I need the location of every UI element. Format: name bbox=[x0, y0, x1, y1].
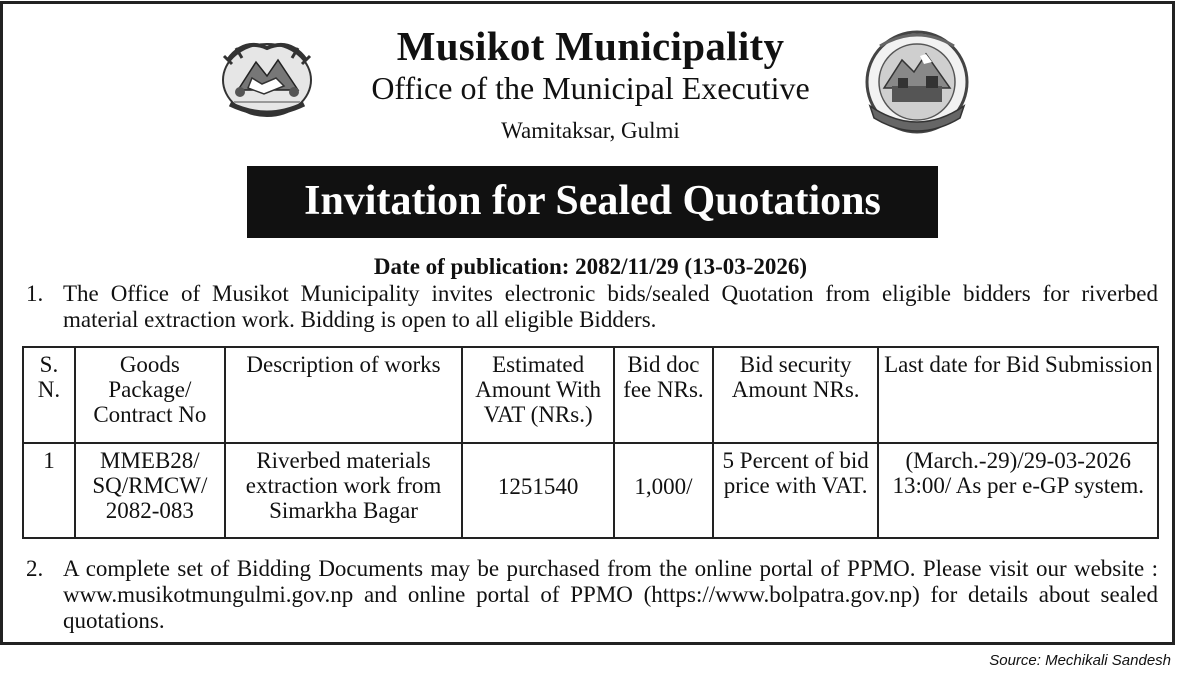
header-doc-fee: Bid doc fee NRs. bbox=[614, 347, 713, 443]
source-credit: Source: Mechikali Sandesh bbox=[989, 652, 1171, 669]
table-header-row bbox=[23, 347, 1158, 443]
paragraph-2 bbox=[26, 556, 1158, 634]
cell-estimated-amount: 1251540 bbox=[462, 443, 614, 538]
cell-package: MMEB28/ SQ/RMCW/ 2082-083 bbox=[75, 443, 225, 538]
cell-bid-security: 5 Percent of bid price with VAT. bbox=[713, 443, 879, 538]
notice-banner: Invitation for Sealed Quotations bbox=[247, 166, 938, 238]
paragraph-1-number: 1. bbox=[26, 281, 44, 306]
office-location: Wamitaksar, Gulmi bbox=[501, 118, 680, 143]
bid-table bbox=[22, 346, 1159, 539]
cell-doc-fee: 1,000/ bbox=[614, 443, 713, 538]
municipality-title: Musikot Municipality bbox=[396, 23, 785, 69]
paragraph-2-text: A complete set of Bidding Documents may be purchased from the online portal of PPMO. Please visit our website : www.musikotmungulmi.gov.np and online portal of PPMO (https://www.bolpatra.gov.np) for details about sealed quotations. bbox=[63, 556, 1158, 633]
paragraph-2-number: 2. bbox=[26, 556, 44, 581]
header-estimated-amount: Estimated Amount With VAT (NRs.) bbox=[462, 347, 614, 443]
office-subtitle: Office of the Municipal Executive bbox=[371, 70, 810, 106]
cell-description: Riverbed materials extraction work from Simarkha Bagar bbox=[225, 443, 462, 538]
paragraph-1-text: The Office of Musikot Municipality invites electronic bids/sealed Quotation from eligible bidders for riverbed material extraction work. Bidding is open to all eligible Bidders. bbox=[63, 281, 1158, 332]
header-bid-security: Bid security Amount NRs. bbox=[713, 347, 879, 443]
header-sn: S. N. bbox=[23, 347, 75, 443]
header-last-date: Last date for Bid Submission bbox=[878, 347, 1158, 443]
header-description: Description of works bbox=[225, 347, 462, 443]
cell-last-date: (March.-29)/29-03-2026 13:00/ As per e-GP system. bbox=[878, 443, 1158, 538]
table-row bbox=[23, 443, 1158, 538]
publication-date: Date of publication: 2082/11/29 (13-03-2026) bbox=[373, 254, 808, 279]
header-package: Goods Package/ Contract No bbox=[75, 347, 225, 443]
paragraph-1 bbox=[26, 281, 1158, 333]
cell-sn: 1 bbox=[23, 443, 75, 538]
